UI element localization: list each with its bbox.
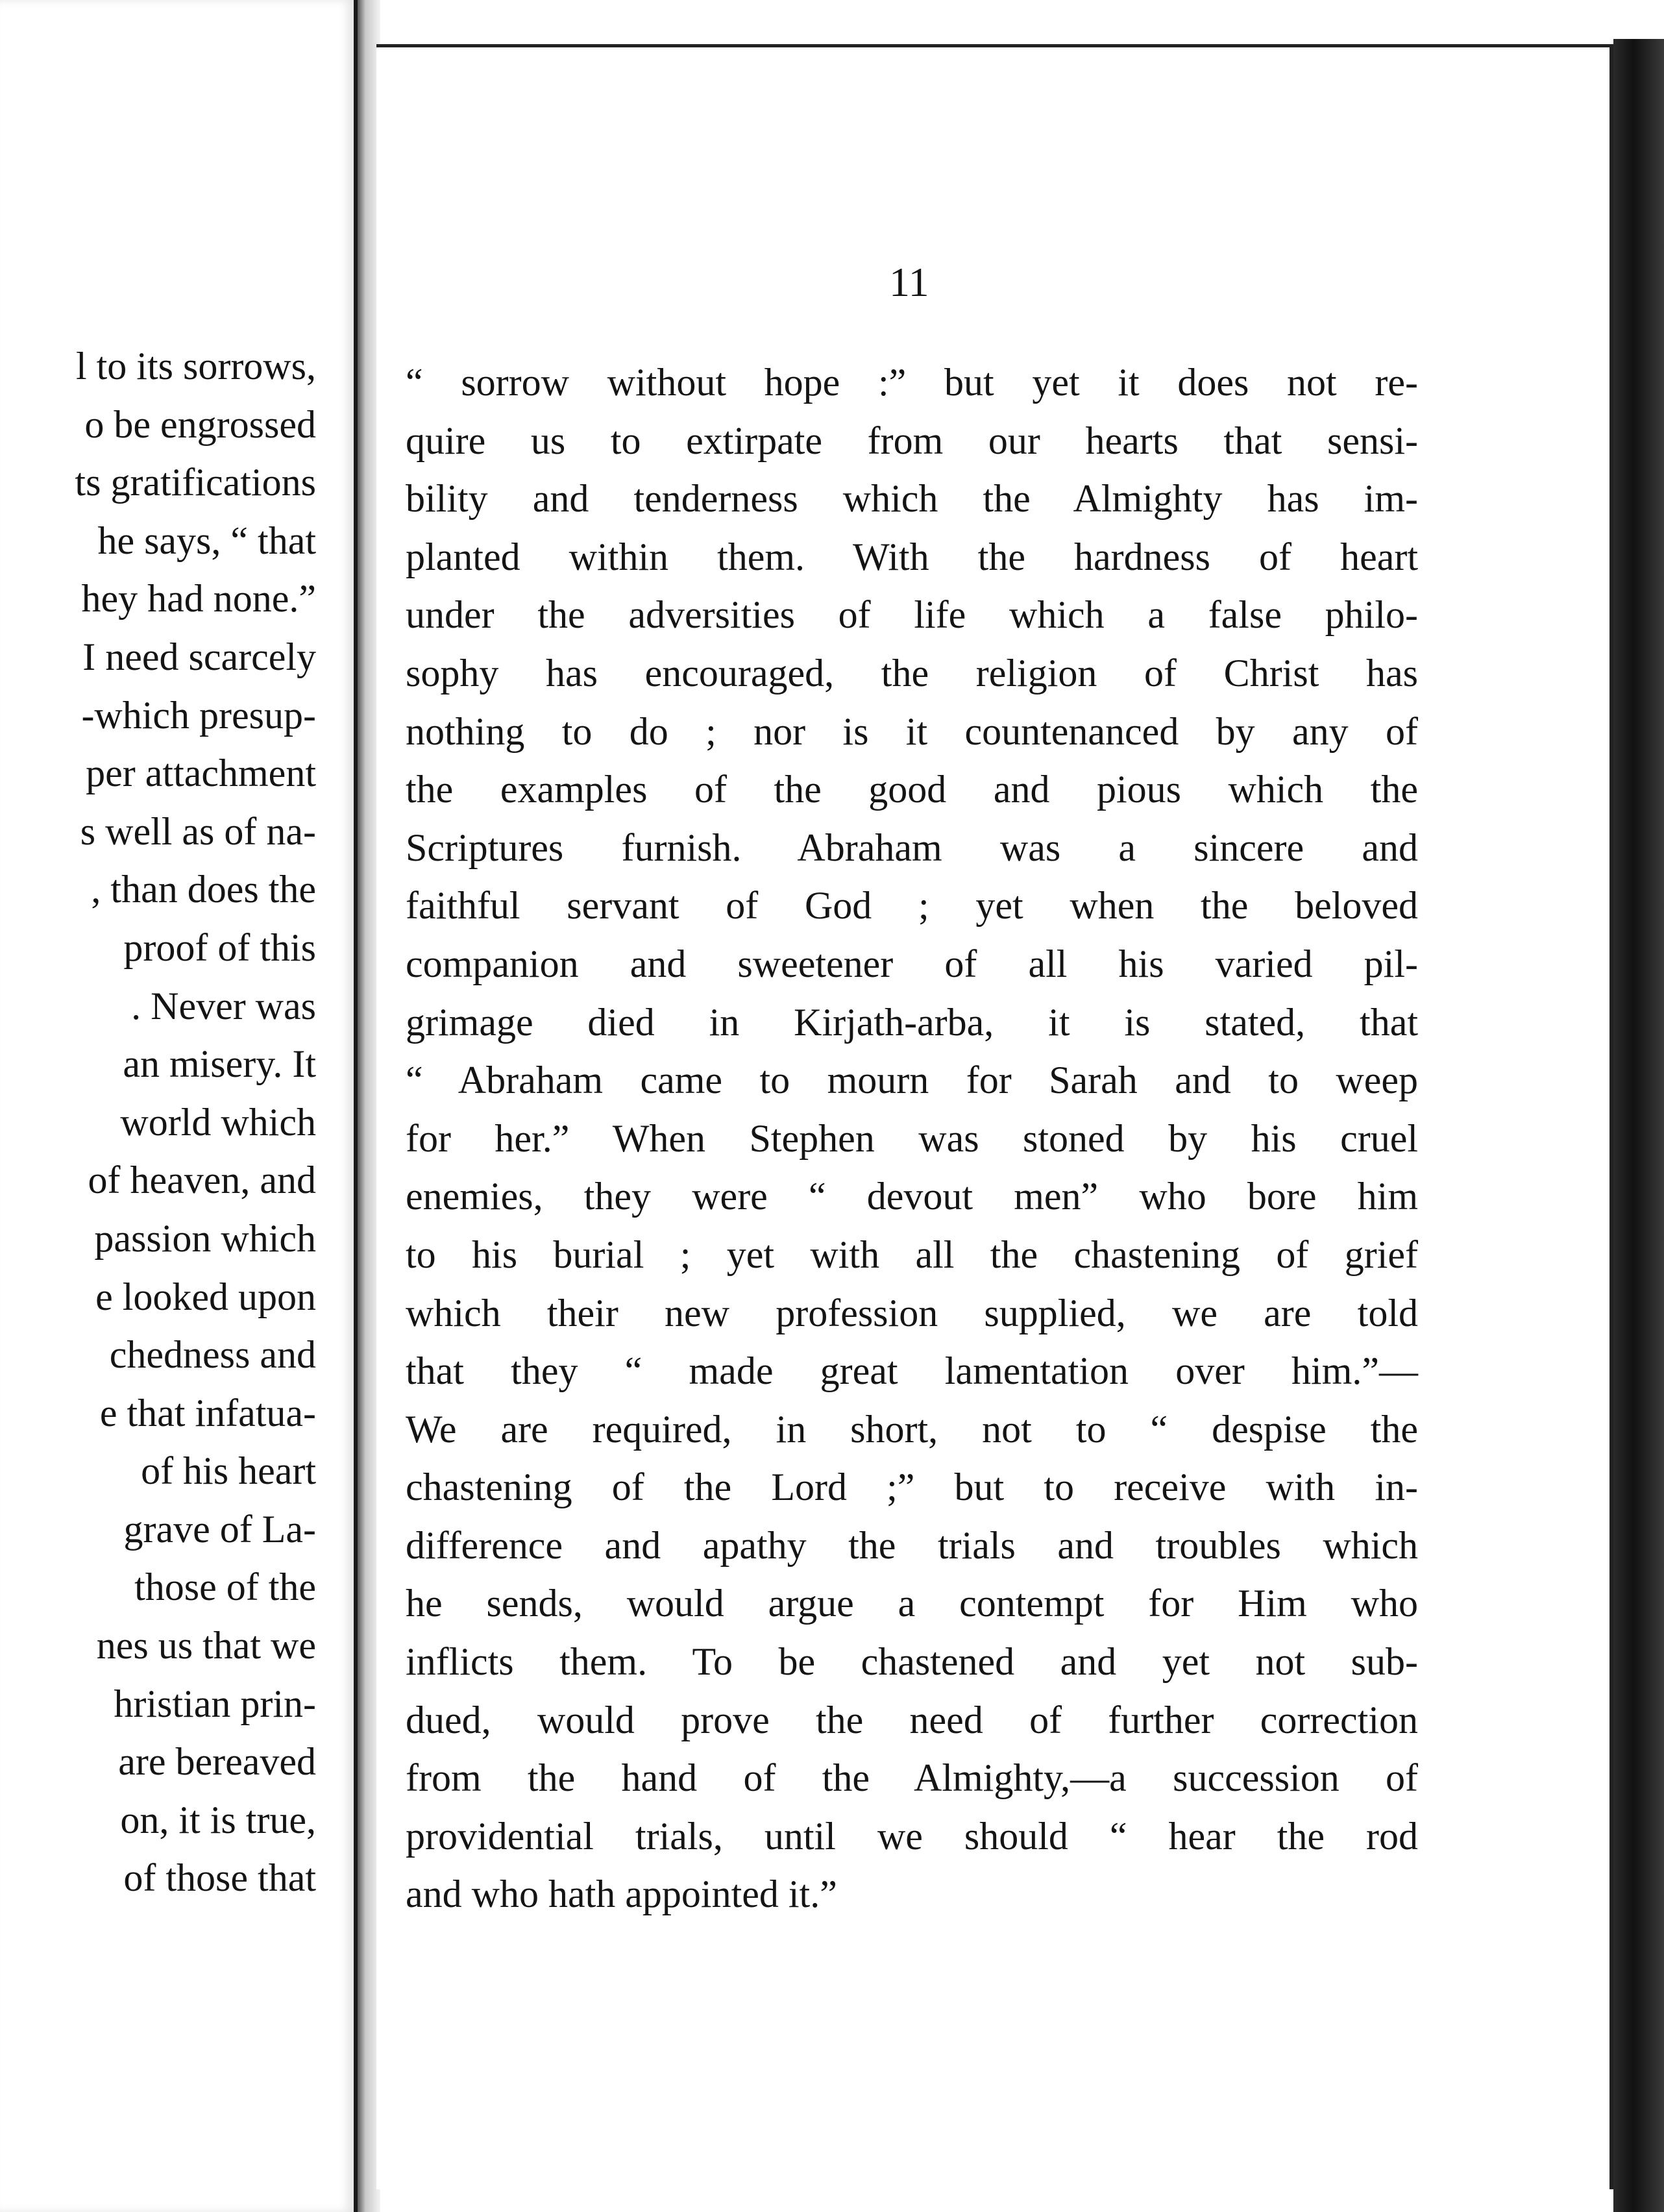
text-line: nothing to do ; nor is it countenanced by any of bbox=[406, 709, 1418, 753]
text-line: We are required, in short, not to “ despise the bbox=[406, 1407, 1418, 1451]
text-line: sophy has encouraged, the religion of Christ has bbox=[406, 651, 1418, 694]
text-line: and who hath appointed it.” bbox=[406, 1873, 837, 1916]
text-line: Scriptures furnish. Abraham was a sincere and bbox=[406, 826, 1418, 869]
text-line: providential trials, until we should “ hear the rod bbox=[406, 1814, 1418, 1858]
left-text-line: proof of this bbox=[123, 926, 316, 969]
left-text-line: , than does the bbox=[91, 868, 316, 911]
text-line: grimage died in Kirjath-arba, it is stated, that bbox=[406, 1000, 1418, 1044]
left-text-line: grave of La- bbox=[123, 1507, 316, 1551]
text-line: from the hand of the Almighty,—a succession of bbox=[406, 1756, 1418, 1800]
left-text-line: those of the bbox=[134, 1566, 316, 1609]
left-text-line: of his heart bbox=[141, 1449, 316, 1493]
text-line: faithful servant of God ; yet when the beloved bbox=[406, 884, 1418, 928]
text-line: the examples of the good and pious which the bbox=[406, 768, 1418, 811]
text-line: enemies, they were “ devout men” who bore him bbox=[406, 1175, 1418, 1218]
left-text-line: ts gratifications bbox=[75, 461, 316, 504]
left-text-line: are bereaved bbox=[118, 1740, 316, 1784]
left-text-line: l to its sorrows, bbox=[75, 345, 316, 387]
left-text-line: on, it is true, bbox=[120, 1798, 316, 1841]
text-line: to his burial ; yet with all the chastening of grief bbox=[406, 1233, 1418, 1276]
text-line: chastening of the Lord ;” but to receive with in- bbox=[406, 1466, 1418, 1509]
left-text-line: s well as of na- bbox=[80, 809, 316, 853]
text-line: which their new profession supplied, we are told bbox=[406, 1291, 1418, 1334]
left-text-line: of heaven, and bbox=[88, 1159, 316, 1202]
left-text-line: hey had none.” bbox=[81, 577, 316, 621]
left-text-line: o be engrossed bbox=[84, 402, 316, 446]
left-text-line: an misery. It bbox=[123, 1042, 316, 1086]
left-text-line: he says, “ that bbox=[97, 519, 316, 562]
text-line: companion and sweetener of all his varied pil- bbox=[406, 942, 1418, 985]
left-text-line: hristian prin- bbox=[114, 1682, 316, 1725]
left-text-line: world which bbox=[120, 1100, 316, 1144]
text-line: difference and apathy the trials and troubles which bbox=[406, 1523, 1418, 1567]
left-text-line: chedness and bbox=[109, 1333, 316, 1377]
left-text-line: -which presup- bbox=[81, 693, 316, 737]
text-line: “ sorrow without hope :” but yet it does not re- bbox=[406, 361, 1418, 404]
left-text-line: per attachment bbox=[86, 752, 316, 795]
text-line: he sends, would argue a contempt for Him who bbox=[406, 1582, 1418, 1625]
left-facing-page bbox=[0, 0, 358, 2212]
left-text-line: I need scarcely bbox=[82, 635, 316, 678]
text-line: dued, would prove the need of further correction bbox=[406, 1698, 1418, 1741]
text-line: inflicts them. To be chastened and yet not sub- bbox=[406, 1640, 1418, 1684]
right-page-text bbox=[406, 354, 1418, 1924]
text-line: for her.” When Stephen was stoned by his cruel bbox=[406, 1116, 1418, 1160]
left-text-line: e looked upon bbox=[95, 1275, 316, 1318]
left-text-line: passion which bbox=[94, 1216, 316, 1260]
page-number: 11 bbox=[889, 259, 929, 305]
text-line: quire us to extirpate from our hearts that sensi- bbox=[406, 419, 1418, 462]
left-text-line: of those that bbox=[123, 1856, 316, 1900]
left-text-line: nes us that we bbox=[96, 1624, 316, 1667]
text-line: bility and tenderness which the Almighty has im- bbox=[406, 477, 1418, 521]
left-text-line: e that infatua- bbox=[99, 1391, 316, 1434]
left-text-line: . Never was bbox=[131, 984, 316, 1027]
text-line: planted within them. With the hardness of heart bbox=[406, 535, 1418, 578]
page-edge-shadow bbox=[1613, 39, 1664, 2212]
text-line: “ Abraham came to mourn for Sarah and to weep bbox=[406, 1059, 1418, 1102]
text-line: that they “ made great lamentation over him.”— bbox=[406, 1349, 1418, 1393]
left-page-text bbox=[0, 338, 316, 1908]
text-line: under the adversities of life which a false philo- bbox=[406, 593, 1418, 637]
